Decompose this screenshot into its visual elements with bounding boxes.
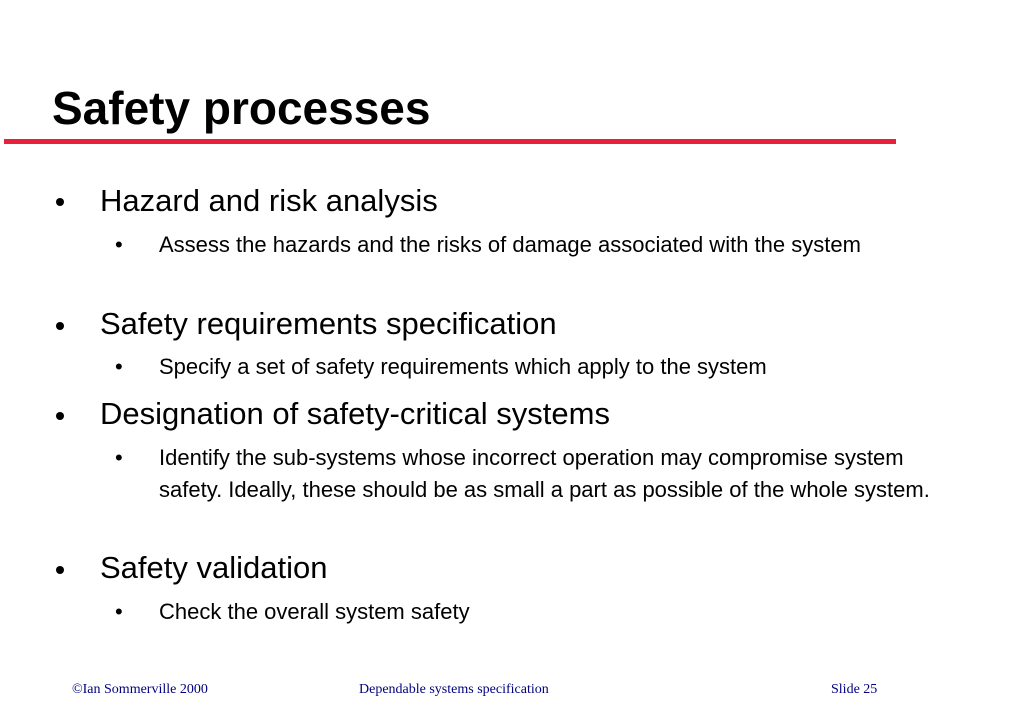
section-heading-safety-requirements: Safety requirements specification: [100, 306, 557, 341]
section-heading-safety-validation: Safety validation: [100, 550, 328, 585]
main-bullet-icon: [54, 410, 66, 422]
main-bullet-icon: [54, 564, 66, 576]
slide-title: Safety processes: [52, 82, 431, 134]
footer-course-title: Dependable systems specification: [359, 682, 549, 697]
sub-bullet-icon: •: [115, 599, 123, 624]
section-detail-safety-validation: Check the overall system safety: [159, 599, 470, 624]
sub-bullet-icon: •: [115, 354, 123, 379]
section-detail-safety-requirements: Specify a set of safety requirements which apply to the system: [159, 354, 767, 379]
section-detail-safety-critical-systems: Identify the sub-systems whose incorrect operation may compromise system safety. Ideally, these should be as small a part as possible of the whole system.: [159, 445, 930, 502]
main-bullet-icon: [54, 320, 66, 332]
footer-copyright: ©Ian Sommerville 2000: [72, 682, 208, 697]
sub-bullet-icon: •: [115, 445, 123, 470]
main-bullet-icon: [54, 196, 66, 208]
sub-bullet-icon: •: [115, 232, 123, 257]
section-heading-safety-critical-systems: Designation of safety-critical systems: [100, 396, 610, 431]
section-heading-hazard-analysis: Hazard and risk analysis: [100, 183, 438, 218]
footer-slide-number: Slide 25: [831, 682, 878, 697]
section-detail-hazard-analysis: Assess the hazards and the risks of damage associated with the system: [159, 232, 861, 257]
